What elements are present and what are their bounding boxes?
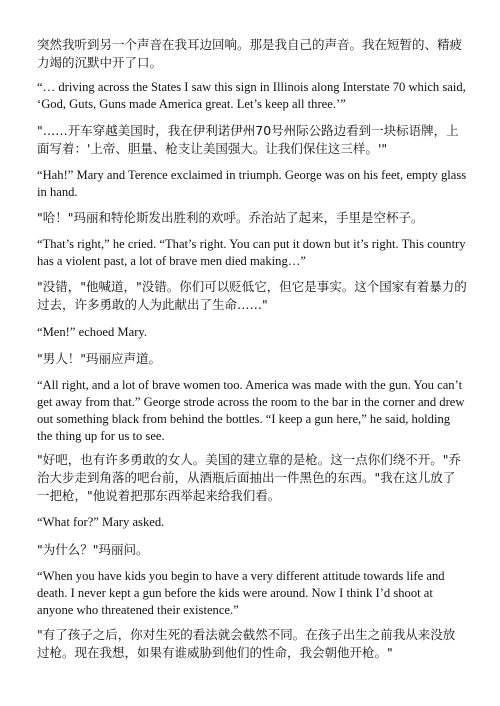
paragraph-en-3: “That’s right,” he cried. “That’s right. You can put it down but it’s right. This country has a violent past, a lot of brave men died making…”	[37, 237, 466, 268]
paragraph-en-4: “Men!” echoed Mary.	[37, 325, 148, 339]
paragraph-zh-4: "没错，"他喊道，"没错。你们可以贬低它，但它是事实。这个国家有着暴力的过去，许多勇敢的人为此献出了生命……"	[37, 279, 467, 312]
paragraph-zh-8: "有了孩子之后，你对生死的看法就会截然不同。在孩子出生之前我从来没放过枪。现在我想，如果有谁威胁到他们的性命，我会朝他开枪。"	[37, 627, 456, 660]
paragraph-zh-1: 突然我听到另一个声音在我耳边回响。那是我自己的声音。我在短暂的、精疲力竭的沉默中开了口。	[37, 37, 463, 70]
paragraph-en-5: “All right, and a lot of brave women too. America was made with the gun. You can’t get away from that.” George strode across the room to the bar in the corner and drew out something black from behind the bottles. “I keep a gun here,” he said, holding the thing up for us to see.	[37, 378, 465, 443]
paragraph-zh-7: "为什么？"玛丽问。	[37, 542, 149, 557]
paragraph-zh-2: "……开车穿越美国时，我在伊利诺伊州70号州际公路边看到一块标语牌，上面写着：'上帝、胆量、枪支让美国强大。让我们保住这三样。'"	[37, 123, 459, 156]
paragraph-zh-6: "好吧，也有许多勇敢的女人。美国的建立靠的是枪。这一点你们绕不开。"乔治大步走到角落的吧台前，从酒瓶后面抽出一件黑色的东西。"我在这儿放了一把枪，"他说着把那东西举起来给我们看。	[37, 452, 462, 503]
paragraph-en-6: “What for?” Mary asked.	[37, 515, 165, 529]
paragraph-zh-3: "哈！"玛丽和特伦斯发出胜利的欢呼。乔治站了起来，手里是空杯子。	[37, 210, 424, 225]
paragraph-en-7: “When you have kids you begin to have a very different attitude towards life and death. I never kept a gun before the kids were around. Now I think I’d shoot at anyone who threatened their existence.”	[37, 569, 445, 617]
paragraph-en-1: “… driving across the States I saw this sign in Illinois along Interstate 70 which said, ‘God, Guts, Guns made America great. Let’s keep all three.’”	[37, 80, 466, 111]
paragraph-zh-5: "男人！"玛丽应声道。	[37, 351, 161, 366]
paragraph-en-2: “Hah!” Mary and Terence exclaimed in triumph. George was on his feet, empty glass in hand.	[37, 168, 467, 199]
